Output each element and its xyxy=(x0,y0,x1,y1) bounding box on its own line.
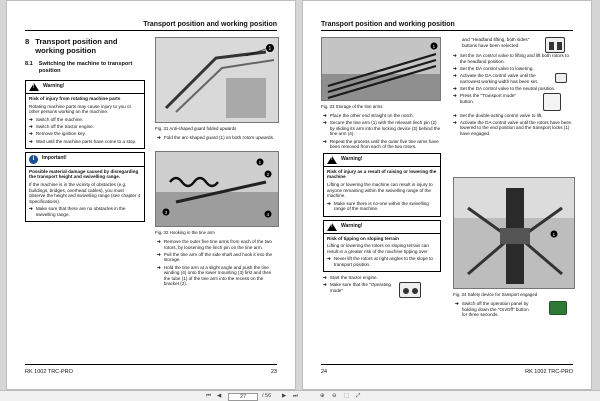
step: Remove the ignition key. xyxy=(35,131,86,137)
important-heading: Possible material damage caused by disregarding the transport height and swivelling range. xyxy=(29,168,139,180)
warning-heading: Risk of tipping on sloping terrain xyxy=(327,235,399,241)
step: Switch off the operation panel by holding down the "On/Off" button for three seconds. xyxy=(461,301,529,318)
footer-model: RK 1002 TRC-PRO xyxy=(525,369,573,375)
step: Fold the arc-shaped guard (1) on both rotors upwards. xyxy=(163,135,275,140)
width-icon xyxy=(555,73,567,83)
figure-31-photo xyxy=(155,37,279,123)
arrow-icon: ➔ xyxy=(453,72,457,78)
last-page-icon[interactable]: ⏭ xyxy=(293,393,298,399)
important-body: If the machine is in the vicinity of obstacles (e.g. buildings, bridges, overhead cables), you must observe the height and swivelling range (see chapter 4 Specifications). xyxy=(29,181,141,204)
right-col1 xyxy=(323,113,441,300)
arrow-icon: ➔ xyxy=(323,120,327,126)
callout-4: 4 xyxy=(266,212,270,217)
warning-body: Lifting or lowering the rotors on sloping terrain can result in a greater risk of the machine tipping over xyxy=(327,243,429,254)
arrow-icon: ➔ xyxy=(453,85,457,91)
callout-1: 1 xyxy=(258,160,262,165)
step: Press the "Transport mode" button. xyxy=(459,92,517,104)
callout-1: 1 xyxy=(268,46,272,52)
info-icon: i xyxy=(29,155,38,164)
warning-heading: Risk of injury from rotating machine parts xyxy=(29,96,121,102)
step: Switch off the tractor engine. xyxy=(35,124,94,130)
figure-32-caption: Fig. 32 Hooking in the tine arm xyxy=(155,230,215,235)
arrow-icon: ➔ xyxy=(29,131,33,137)
warning-heading: Risk of injury as a result of raising or lowering the machine xyxy=(327,168,437,180)
fit-page-icon[interactable]: ⬚ xyxy=(344,393,350,399)
footer-page-number: 23 xyxy=(270,369,277,375)
footer-rule xyxy=(25,364,277,365)
zoom-out-icon[interactable]: ⊖ xyxy=(332,393,337,399)
guard-illustration xyxy=(156,38,279,123)
arrow-icon: ➔ xyxy=(157,264,161,270)
step: Activate the DA control valve until the rotors have been lowered to the end position and the transport locks (1) have engaged. xyxy=(459,119,572,136)
figure-34-caption: Fig. 34 Safety device for transport engaged xyxy=(453,292,538,297)
warning-body: Lifting or lowering the machine can result in injury to anyone remaining within the swivelling range of the machine. xyxy=(327,181,433,199)
tine-storage-illustration xyxy=(322,38,441,101)
section-title: Switching the machine to transport position xyxy=(38,61,133,74)
step: Pull the tine arm off the side shaft and hook it into the storage. xyxy=(163,251,273,263)
page-header: Transport position and working position xyxy=(321,21,455,28)
arrow-icon: ➔ xyxy=(453,92,457,98)
arrow-icon: ➔ xyxy=(455,301,459,306)
warning-title: Warning! xyxy=(43,83,65,90)
callout-1: 1 xyxy=(432,44,436,49)
page-number-input[interactable]: 27 xyxy=(228,393,258,401)
step: Remove the outer five tine arms from each of the two rotors, by loosening the linch pin on the tine arm. xyxy=(163,239,272,250)
tine-arm-illustration xyxy=(156,152,279,227)
step: Start the tractor engine. xyxy=(329,275,378,281)
step: Place the other end straight on the notch. xyxy=(329,113,414,118)
arrow-icon: ➔ xyxy=(323,282,327,288)
warning-icon xyxy=(327,156,337,164)
warning-body: Rotating machine parts may cause injury to you or other persons working on the machine. xyxy=(29,103,132,115)
step: Hold the tine arm at a slight angle and push the tine winding (4) onto the lower mounting (3) first and then the tube (1) of the tine arm into the recess on the bracket (2). xyxy=(163,264,272,287)
step: Make sure that the "Operating mode" xyxy=(329,282,391,293)
viewer-toolbar xyxy=(0,390,600,401)
arrow-icon: ➔ xyxy=(157,251,161,257)
callout-1: 1 xyxy=(552,232,556,237)
header-rule xyxy=(25,30,277,31)
arrow-icon: ➔ xyxy=(323,138,327,144)
fig32-steps xyxy=(157,239,279,289)
figure-33-photo xyxy=(321,37,441,101)
header-rule xyxy=(321,30,573,31)
step: Set the DA control valve to lowering. xyxy=(459,65,534,71)
on-off-button-icon xyxy=(549,301,567,315)
step: Never lift the rotors at right angles to the slope to transport position. xyxy=(333,256,433,267)
warning-box-tipping xyxy=(323,220,441,273)
callout-3: 3 xyxy=(164,210,168,215)
fullscreen-icon[interactable]: ⤢ xyxy=(356,393,361,399)
important-title: Important! xyxy=(42,155,67,162)
right-col2 xyxy=(453,37,575,138)
headland-lifting-button-icon xyxy=(545,37,565,53)
first-page-icon[interactable]: ⏮ xyxy=(206,393,211,399)
fig34-steps xyxy=(455,301,575,319)
transport-lock-illustration xyxy=(454,178,575,289)
arrow-icon: ➔ xyxy=(327,256,331,262)
step: Set the DA control valve to the neutral position. xyxy=(459,85,556,91)
warning-icon xyxy=(327,223,337,231)
total-pages: / 56 xyxy=(262,393,272,399)
warning-box xyxy=(25,80,145,149)
warning-title: Warning! xyxy=(341,222,363,229)
step: Wait until the machine parts have come to a stop. xyxy=(35,138,137,144)
arrow-icon: ➔ xyxy=(453,119,457,125)
arrow-icon: ➔ xyxy=(29,116,33,122)
operating-mode-button-icon xyxy=(399,282,421,298)
transport-mode-button-icon xyxy=(543,93,561,111)
arrow-icon: ➔ xyxy=(323,113,327,118)
step: Set the double-acting control valve to lift. xyxy=(459,112,543,118)
next-page-icon[interactable]: ▶ xyxy=(282,393,287,399)
arrow-icon: ➔ xyxy=(453,112,457,118)
step: Switch off the machine. xyxy=(35,116,84,122)
callout-2: 2 xyxy=(266,172,270,177)
arrow-icon: ➔ xyxy=(29,124,33,130)
step: Secure the tine arm (1) with the relevant linch pin (2) by sliding its arm into the locking device (2) behind the tine arm (4). xyxy=(329,120,441,137)
footer-page-number: 24 xyxy=(321,369,328,375)
footer-rule xyxy=(321,364,573,365)
figure-32-photo xyxy=(155,151,279,227)
important-box xyxy=(25,152,145,222)
arrow-icon: ➔ xyxy=(453,53,457,58)
headland-text: and "Headland lifting, both sides" buttons have been selected. xyxy=(462,37,530,48)
arrow-icon: ➔ xyxy=(327,200,331,206)
arrow-icon: ➔ xyxy=(453,65,457,71)
arrow-icon: ➔ xyxy=(29,138,33,144)
figure-33-caption: Fig. 33 Storage of the tine arms xyxy=(321,104,383,109)
step: Repeat the process until the outer five tine arms have been removed from each of the two rotors. xyxy=(329,138,439,150)
arrow-icon: ➔ xyxy=(323,275,327,281)
section-number: 8.1 xyxy=(25,61,33,67)
warning-box-raising xyxy=(323,153,441,217)
arrow-icon: ➔ xyxy=(157,239,161,244)
arrow-icon: ➔ xyxy=(157,135,161,140)
page-23 xyxy=(6,0,296,390)
footer-model: RK 1002 TRC-PRO xyxy=(25,369,73,375)
step: Set the SA control valve to lifting and lift both rotors to the headland position. xyxy=(459,53,569,64)
chapter-title: Transport position and working position xyxy=(35,37,118,55)
arrow-icon: ➔ xyxy=(29,206,33,212)
fig31-steps xyxy=(157,135,279,142)
page-24 xyxy=(302,0,592,390)
step: Make sure there is no-one within the swivelling range of the machine. xyxy=(333,200,429,212)
step: Activate the DA control valve until the narrowest working width has been set. xyxy=(459,72,538,84)
page-header: Transport position and working position xyxy=(143,21,277,28)
figure-31-caption: Fig. 31 Anti-shaped guard folded upwards xyxy=(155,126,237,131)
chapter-number: 8 xyxy=(25,37,30,46)
warning-title: Warning! xyxy=(341,155,363,162)
step: Make sure that there are no obstacles in the swivelling range. xyxy=(35,206,126,217)
figure-34-photo xyxy=(453,177,575,289)
zoom-in-icon[interactable]: ⊕ xyxy=(320,393,325,399)
warning-icon xyxy=(29,83,39,91)
left-text-column xyxy=(25,37,145,225)
prev-page-icon[interactable]: ◀ xyxy=(217,393,222,399)
